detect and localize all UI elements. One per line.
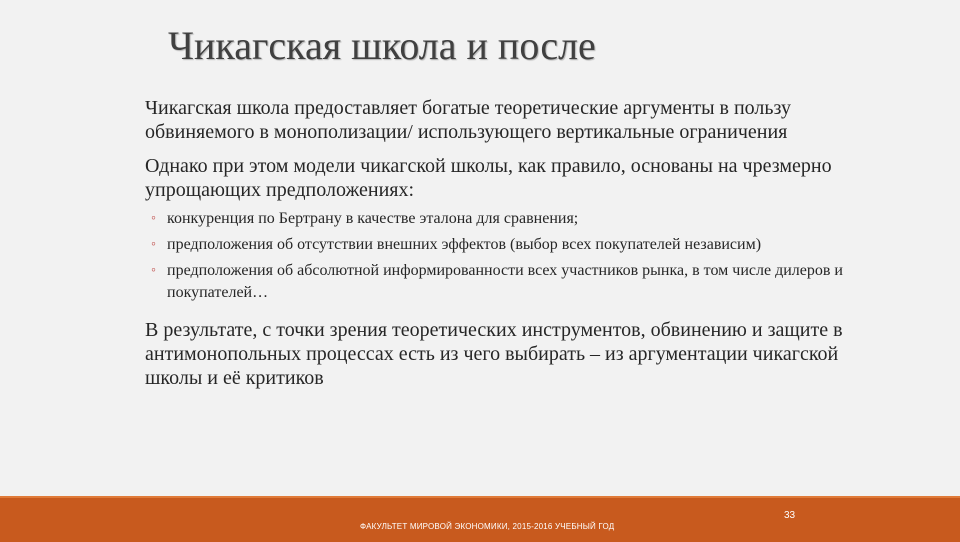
- slide-content: [145, 96, 865, 400]
- list-item: [145, 208, 865, 230]
- bullet-circle-icon: ◦: [151, 263, 156, 278]
- assumption-list: [145, 208, 865, 304]
- paragraph-3: В результате, с точки зрения теоретических инструментов, обвинению и защите в антимонопольных процессах есть из чего выбирать – из аргументации чикагской школы и её критиков: [145, 319, 843, 389]
- paragraph-2: Однако при этом модели чикагской школы, как правило, основаны на чрезмерно упрощающих предположениях:: [145, 155, 832, 201]
- list-item: [145, 234, 865, 256]
- footer-text: ФАКУЛЬТЕТ МИРОВОЙ ЭКОНОМИКИ, 2015-2016 УЧЕБНЫЙ ГОД: [360, 522, 615, 531]
- paragraph-1: Чикагская школа предоставляет богатые теоретические аргументы в пользу обвиняемого в монополизации/ использующего вертикальные ограничения: [145, 97, 791, 143]
- list-item-text: конкуренция по Бертрану в качестве эталона для сравнения;: [167, 210, 579, 227]
- list-item-text: предположения об отсутствии внешних эффектов (выбор всех покупателей независим): [167, 236, 762, 253]
- bullet-circle-icon: ◦: [151, 237, 156, 252]
- list-item: [145, 260, 865, 304]
- page-number: 33: [784, 510, 796, 521]
- bullet-circle-icon: ◦: [151, 211, 156, 226]
- list-item-text: предположения об абсолютной информированности всех участников рынка, в том числе дилеров и покупателей…: [167, 262, 843, 301]
- footer-bar: [0, 496, 960, 542]
- slide-title: Чикагская школа и после: [168, 23, 596, 68]
